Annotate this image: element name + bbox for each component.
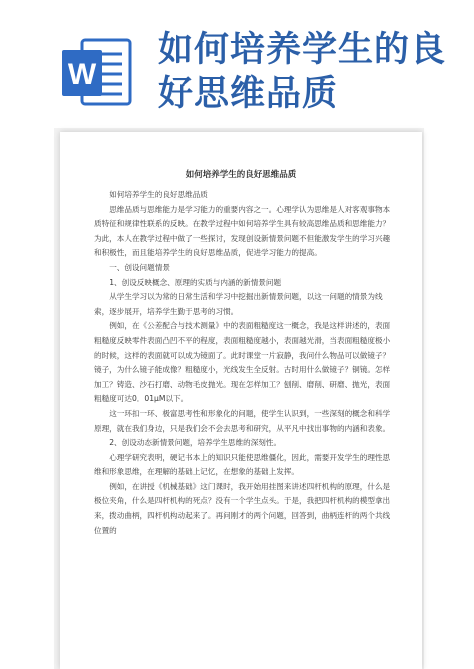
paragraph: 思维品质与思维能力是学习能力的重要内容之一。心理学认为思维是人对客观事物本质特征和规律性联系的反映。在教学过程中如何培养学生具有较高思维品质和思维能力？为此，本人在教学过程中做了一些探讨，发现创设新情景问题不但能激发学生的学习兴趣和积极性，而且能培养学生的良好思维品质，促进学习能力的提高。 bbox=[94, 204, 391, 258]
paragraph: 例如，在讲授《机械基础》这门课时，我开始用挂图来讲述四杆机构的原理，什么是极位夹角，什么是四杆机构的死点？没有一个学生点头。于是，我把四杆机构的模型拿出来，拨动曲柄，四杆机构动起来了。再问刚才的两个问题，回答到，曲柄连杆的两个共线位置的 bbox=[94, 481, 391, 535]
document-page bbox=[60, 132, 422, 669]
paragraph: 一、创设问题情景 bbox=[109, 262, 170, 272]
banner-title-line2: 好思维品质 bbox=[158, 74, 339, 114]
word-document-icon bbox=[60, 36, 134, 110]
banner-title bbox=[158, 28, 458, 116]
paragraph: 1、创设反映概念、原理的实质与内涵的新情景问题 bbox=[109, 277, 282, 287]
paragraph: 2、创设动态新情景问题，培养学生思维的深刻性。 bbox=[109, 438, 282, 448]
paragraph: 这一环扣一环、极富思考性和形象化的问题，使学生认识到，一些深刻的概念和科学原理，就在我们身边，只是我们会不会去思考和研究，从平凡中找出事物的内涵和表象。 bbox=[94, 408, 391, 433]
document-title: 如何培养学生的良好思维品质 bbox=[185, 170, 297, 180]
document-body bbox=[94, 188, 394, 538]
paragraph: 例如，在《公差配合与技术测量》中的表面粗糙度这一概念，我是这样讲述的，表面粗糙度反映零件表面凸凹不平的程度，表面粗糙度越小，表面越光滑，当表面粗糙度极小的时候，这样的表面就可以成为镜面了。此时课堂一片寂静，我问什么物品可以做镜子？镜子，为什么镜子能成像？粗糙度小，光线发生全反射。古时用什么做镜子？铜镜。怎样加工？铸造、沙石打磨、动物毛皮抛光。现在怎样加工？刨削、磨削、研磨、抛光，表面粗糙度可达0．01μM以下。 bbox=[94, 321, 391, 404]
paragraph: 心理学研究表明，硬记书本上的知识只能使思维僵化，因此，需要开发学生的理性思维和形象思维，在理解的基础上记忆，在想象的基础上发挥。 bbox=[94, 452, 391, 477]
logo-letter: W bbox=[67, 58, 97, 91]
banner-title-line1: 如何培养学生的良 bbox=[158, 30, 447, 70]
header-banner bbox=[0, 0, 474, 120]
paragraph: 从学生学习以为常的日常生活和学习中挖掘出新情景问题，以这一问题的情景为线索，逐步展开，培养学生勤于思考的习惯。 bbox=[94, 292, 383, 316]
paragraph: 如何培养学生的良好思维品质 bbox=[109, 190, 208, 199]
